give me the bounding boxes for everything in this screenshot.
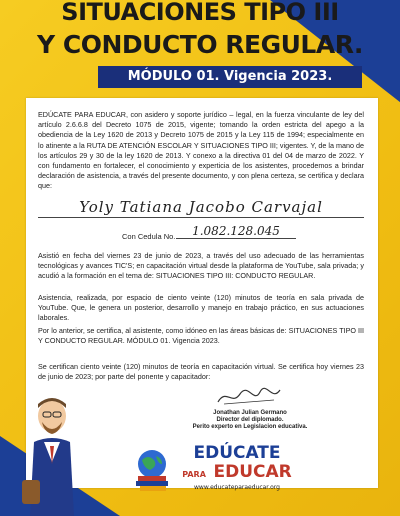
title-line-2: Y CONDUCTO REGULAR. [37,30,363,59]
brand-logo [182,444,292,491]
brand-line-2a: PARA [182,470,206,479]
signer-name: Jonathan Julian Germano [213,410,287,416]
brand-line-1: EDÚCATE [193,443,281,463]
signer-role: Director del diplomado. [216,417,284,423]
certification-paragraph: Por lo anterior, se certifica, al asistente, como idóneo en las áreas básicas de: SITUACIONES TIPO III Y CONDUCTO REGULAR. MÓDULO 01. Vigencia 2023. [38,326,364,346]
closing-paragraph: Se certifican ciento veinte (120) minutos de teoría en capacitación virtual. Se certifica hoy viernes 23 de junio de 2023; por parte del ponente y capacitador: [38,362,364,382]
signature-scribble [214,386,284,408]
title-line-1: SITUACIONES TIPO III [61,0,339,26]
globe-books-logo-icon [128,446,176,492]
brand-line-2b: EDUCAR [213,462,292,482]
id-number: 1.082.128.045 [176,224,296,239]
duration-paragraph: Asistencia, realizada, por espacio de ciento veinte (120) minutos de teoría en sala privada de YouTube. Que, le genera un posterior, desarrollo y manejo en trabajo práctico, en sus actuaciones laborales. [38,293,364,323]
id-label: Con Cedula No. [122,232,176,241]
brand-url: www.educateparaeducar.org [194,484,280,491]
attendance-paragraph: Asistió en fecha del viernes 23 de junio de 2023, a través del uso adecuado de las herramientas tecnológicas y avances TIC'S; en capacitación virtual desde la plataforma de YouTube, sala privada; y acudió a la formación en el tema de: SITUACIONES TIPO III: CONDUCTO REGULAR. [38,251,364,281]
intro-paragraph: EDÚCATE PARA EDUCAR, con asidero y soporte jurídico – legal, en la fuerza vinculante de ley del artículo 2.6.6.8 del Decreto 1075 de 2015, vigente; tomando la orden estricta del apego a la obediencia de la Ley 1620 de 2013 y Decreto 1075 de 2015 y la Ley 115 de 1994; especialmente en lo atinente a la RUTA DE ATENCIÓN ESCOLAR Y SITUACIONES TIPO III; vigentes. Y, de la mano de los artículos 29 y 30 de la ley 1620 de 2013. Y conexo a la directiva 01 del 04 de marzo de 2022. Y con fundamento en fortalecer, el conocimiento y experticia de los asistentes, procedemos a brindar declaración de asistencia, a través del presente documento, y con plena certeza, se certifica y declara que: [38,110,364,191]
module-banner: MÓDULO 01. Vigencia 2023. [98,66,362,88]
signer-description: Perito experto en Legislacion educativa. [192,424,308,430]
teacher-mascot-icon [12,392,92,516]
attendee-name: Yoly Tatiana Jacobo Carvajal [38,197,364,218]
